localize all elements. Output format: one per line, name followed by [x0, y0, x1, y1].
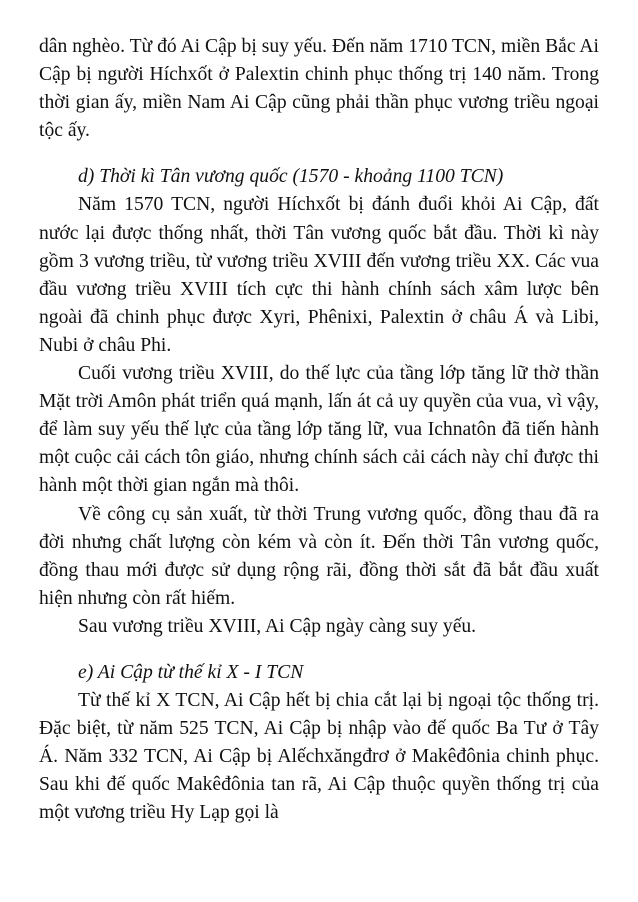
paragraph-tools: Về công cụ sản xuất, từ thời Trung vương quốc, đồng thau đã ra đời nhưng chất lượng còn kém và còn ít. Đến thời Tân vương quốc, đồng thau mới được sử dụng rộng rãi, đồng thời sắt đã bắt đầu xuất hiện nhưng còn rất hiếm. — [39, 503, 599, 609]
section-gap — [39, 145, 599, 163]
section-heading-new-kingdom: d) Thời kì Tân vương quốc (1570 - khoảng 1100 TCN) — [78, 166, 504, 188]
paragraph-decline: Sau vương triều XVIII, Ai Cập ngày càng suy yếu. — [78, 615, 477, 637]
section-heading-late-period: e) Ai Cập từ thế kỉ X - I TCN — [78, 661, 304, 683]
section-gap — [39, 641, 599, 659]
paragraph-new-kingdom-start: Năm 1570 TCN, người Híchxốt bị đánh đuổi khỏi Ai Cập, đất nước lại được thống nhất, thời Tân vương quốc bắt đầu. Thời kì này gồm 3 vương triều, từ vương triều XVIII đến vương triều XX. Các vua đầu vương triều XVIII tích cực thi hành chính sách xâm lược bên ngoài đã chinh phục được Xyri, Phênixi, Palextin ở châu Á và Libi, Nubi ở châu Phi. — [39, 194, 599, 356]
document-page — [39, 33, 599, 828]
paragraph-continuation: dân nghèo. Từ đó Ai Cập bị suy yếu. Đến năm 1710 TCN, miền Bắc Ai Cập bị người Híchxốt ở Palextin chinh phục thống trị 140 năm. Trong thời gian ấy, miền Nam Ai Cập cũng phải thần phục vương triều ngoại tộc ấy. — [39, 36, 599, 142]
paragraph-foreign-rule: Từ thế kỉ X TCN, Ai Cập hết bị chia cắt lại bị ngoại tộc thống trị. Đặc biệt, từ năm 525 TCN, Ai Cập bị nhập vào đế quốc Ba Tư ở Tây Á. Năm 332 TCN, Ai Cập bị Alếchxăngđrơ ở Makêđônia chinh phục. Sau khi đế quốc Makêđônia tan rã, Ai Cập thuộc quyền thống trị của một vương triều Hy Lạp gọi là — [39, 690, 599, 824]
paragraph-religious-reform: Cuối vương triều XVIII, do thế lực của tầng lớp tăng lữ thờ thần Mặt trời Amôn phát triển quá mạnh, lấn át cả uy quyền của vua, vì vậy, để làm suy yếu thế lực của tầng lớp tăng lữ, vua Ichnatôn đã tiến hành một cuộc cải cách tôn giáo, nhưng chính sách cải cách này chỉ được thi hành một thời gian ngắn mà thôi. — [39, 363, 599, 497]
